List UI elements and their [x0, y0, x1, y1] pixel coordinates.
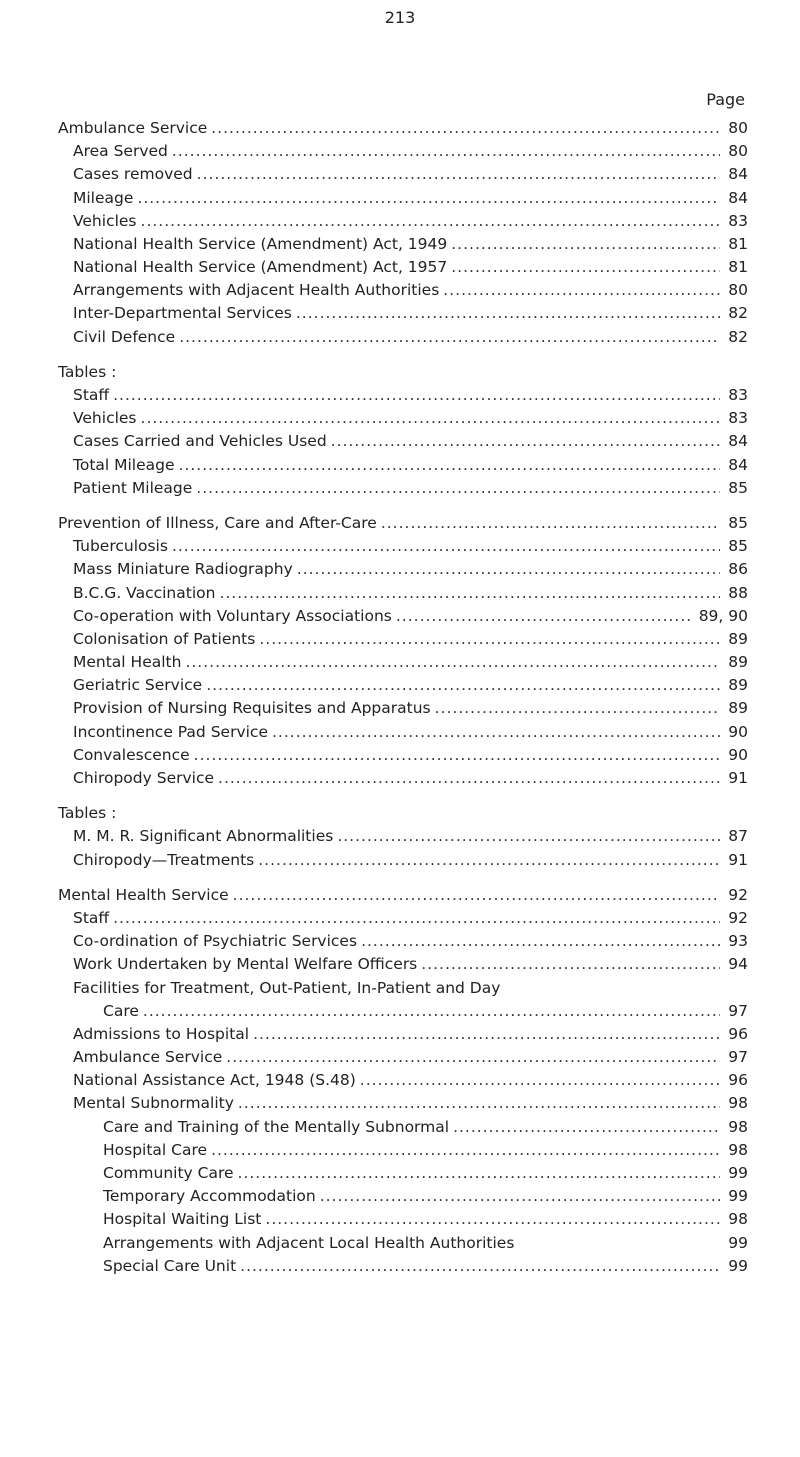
dot-leader	[211, 1139, 720, 1162]
dot-leader	[211, 117, 720, 140]
index-entry-page: 91	[728, 850, 748, 869]
index-entry-label: Prevention of Illness, Care and After-Care	[58, 513, 377, 532]
dot-leader	[361, 930, 720, 953]
index-entry	[58, 1139, 748, 1162]
index-entry-page: 87	[728, 827, 748, 846]
index-entry-page: 94	[728, 955, 748, 974]
index-entry-label: Ambulance Service	[73, 1048, 223, 1067]
index-entry-page: 89	[728, 676, 748, 695]
dot-leader	[185, 651, 720, 674]
dot-leader	[172, 535, 720, 558]
index-entry-page: 99	[728, 1187, 748, 1206]
index-entry-page: 89	[728, 699, 748, 718]
index-entry	[58, 1162, 748, 1185]
index-entry-label: Community Care	[103, 1164, 234, 1183]
dot-leader	[360, 1069, 720, 1092]
index-entry-page: 86	[728, 560, 748, 579]
index-entry	[58, 1046, 748, 1069]
dot-leader	[240, 1255, 720, 1278]
index-entry	[58, 1000, 748, 1023]
dot-leader	[179, 454, 720, 477]
dot-leader	[141, 210, 720, 233]
index-entry	[58, 303, 748, 326]
index-entry	[58, 1232, 748, 1255]
index-entry	[58, 326, 748, 349]
index-entry-page: 99	[728, 1256, 748, 1275]
dot-leader	[137, 187, 720, 210]
index-entry-label: Mental Health	[73, 653, 182, 672]
index-entry-page: 82	[728, 327, 748, 346]
index-entry-label: National Health Service (Amendment) Act, 1949	[73, 234, 448, 253]
index-entry	[58, 233, 748, 256]
index-entry	[58, 907, 748, 930]
dot-leader	[451, 256, 720, 279]
index-entry	[58, 477, 748, 500]
dot-leader	[258, 849, 720, 872]
index-entry-label: Mass Miniature Radiography	[73, 560, 293, 579]
dot-leader	[337, 825, 720, 848]
index-entry-label: Total Mileage	[73, 455, 175, 474]
index-entry	[58, 674, 748, 697]
index-entry	[58, 767, 748, 790]
index-entry	[58, 1255, 748, 1278]
index-entry	[58, 1185, 748, 1208]
dot-leader	[233, 884, 720, 907]
dot-leader	[113, 907, 720, 930]
index-entry-label: Staff	[73, 386, 110, 405]
index-entry-page: 80	[728, 142, 748, 161]
index-entry-page: 83	[728, 386, 748, 405]
index-entry-label: Care and Training of the Mentally Subnormal	[103, 1117, 450, 1136]
page-number: 213	[384, 8, 416, 27]
dot-leader	[113, 384, 720, 407]
index-entry	[58, 535, 748, 558]
index-entry-label: B.C.G. Vaccination	[73, 583, 216, 602]
index-entry	[58, 884, 748, 907]
dot-leader	[196, 477, 720, 500]
dot-leader	[179, 326, 720, 349]
index-entry-page: 98	[728, 1140, 748, 1159]
index-entry	[58, 117, 748, 140]
index-entry-label: Mileage	[73, 188, 134, 207]
index-entry	[58, 361, 748, 384]
index-entry-label: Admissions to Hospital	[73, 1024, 250, 1043]
dot-leader	[172, 140, 720, 163]
index-entry-page: 84	[728, 432, 748, 451]
index-entry-label: Arrangements with Adjacent Health Authorities	[73, 281, 440, 300]
index-entry-label: Tables :	[58, 362, 117, 381]
index-entry-label: Mental Health Service	[58, 885, 229, 904]
index-entry-page: 84	[728, 455, 748, 474]
index-entry	[58, 651, 748, 674]
index-entry	[58, 187, 748, 210]
index-entry-label: Area Served	[73, 142, 168, 161]
index-entry-page: 80	[728, 281, 748, 300]
index-entry-label: National Health Service (Amendment) Act, 1957	[73, 258, 448, 277]
dot-leader	[297, 558, 720, 581]
index-entry-label: M. M. R. Significant Abnormalities	[73, 827, 334, 846]
index-entry-label: Cases removed	[73, 165, 193, 184]
dot-leader	[421, 953, 720, 976]
index-entry-label: Facilities for Treatment, Out-Patient, In-Patient and Day	[73, 978, 501, 997]
dot-leader	[226, 1046, 720, 1069]
index-entry-label: National Assistance Act, 1948 (S.48)	[73, 1071, 356, 1090]
dot-leader	[197, 163, 720, 186]
index-entry-label: Arrangements with Adjacent Local Health Authorities	[103, 1233, 515, 1252]
index-entry	[58, 454, 748, 477]
index-entry	[58, 698, 748, 721]
index-entry-label: Patient Mileage	[73, 478, 193, 497]
index-entry	[58, 1093, 748, 1116]
index-entry-page: 99	[728, 1233, 748, 1252]
dot-leader	[218, 767, 720, 790]
index-entry-page: 89, 90	[698, 606, 748, 625]
index-entry	[58, 744, 748, 767]
dot-leader	[331, 430, 720, 453]
index-entry	[58, 384, 748, 407]
index-entry-page: 91	[728, 769, 748, 788]
index-entry-page: 81	[728, 234, 748, 253]
index-entry	[58, 512, 748, 535]
dot-leader	[141, 407, 720, 430]
index-entry-label: Colonisation of Patients	[73, 629, 256, 648]
index-entry-label: Co-ordination of Psychiatric Services	[73, 932, 358, 951]
index-entry-label: Vehicles	[73, 409, 137, 428]
index-entry-page: 83	[728, 211, 748, 230]
index-entry-page: 84	[728, 188, 748, 207]
index-entry-label: Tuberculosis	[73, 537, 168, 556]
index-entry-page: 98	[728, 1094, 748, 1113]
index-entry	[58, 140, 748, 163]
index-entry-label: Co-operation with Voluntary Associations	[73, 606, 392, 625]
dot-leader	[206, 674, 720, 697]
index-entry-label: Mental Subnormality	[73, 1094, 234, 1113]
index-entry-label: Provision of Nursing Requisites and Apparatus	[73, 699, 431, 718]
index-entry-page: 80	[728, 118, 748, 137]
index-entry	[58, 953, 748, 976]
index-entry-label: Convalescence	[73, 745, 190, 764]
dot-leader	[296, 302, 720, 325]
dot-leader	[320, 1185, 720, 1208]
index-entry	[58, 628, 748, 651]
index-entry-label: Hospital Care	[103, 1140, 208, 1159]
page-column-header: Page	[706, 90, 745, 109]
index-entry-page: 98	[728, 1117, 748, 1136]
index-entry-page: 90	[728, 722, 748, 741]
index-entry-page: 93	[728, 932, 748, 951]
index-entry-page: 96	[728, 1024, 748, 1043]
dot-leader	[381, 512, 720, 535]
index-entry-page: 88	[728, 583, 748, 602]
index-entry-label: Work Undertaken by Mental Welfare Officers	[73, 955, 418, 974]
index-entry-label: Hospital Waiting List	[103, 1210, 262, 1229]
index-entry-page: 97	[728, 1001, 748, 1020]
index-entry-page: 89	[728, 629, 748, 648]
index-entry-label: Geriatric Service	[73, 676, 203, 695]
index-entry	[58, 256, 748, 279]
index-entry-label: Vehicles	[73, 211, 137, 230]
index-entry-page: 85	[728, 513, 748, 532]
index-entry-label: Chiropody—Treatments	[73, 850, 255, 869]
index-entry	[58, 1069, 748, 1092]
index-entry	[58, 407, 748, 430]
index-entry-label: Temporary Accommodation	[103, 1187, 316, 1206]
dot-leader	[435, 697, 720, 720]
index-entry	[58, 210, 748, 233]
index-entry-label: Care	[103, 1001, 139, 1020]
dot-leader	[451, 233, 720, 256]
dot-leader	[453, 1116, 720, 1139]
index-entry-label: Tables :	[58, 804, 117, 823]
dot-leader	[443, 279, 720, 302]
index-entry-page: 83	[728, 409, 748, 428]
index-entry-page: 92	[728, 908, 748, 927]
index-entry	[58, 977, 748, 1000]
index-entry	[58, 1023, 748, 1046]
dot-leader	[238, 1162, 720, 1185]
index-entry-page: 98	[728, 1210, 748, 1229]
index-entry	[58, 605, 748, 628]
index-entry-page: 84	[728, 165, 748, 184]
index-entry	[58, 802, 748, 825]
index-entry	[58, 1116, 748, 1139]
index-entry	[58, 163, 748, 186]
index-entry	[58, 279, 748, 302]
dot-leader	[265, 1208, 720, 1231]
dot-leader	[143, 1000, 720, 1023]
index-entry	[58, 930, 748, 953]
index-entry-page: 99	[728, 1164, 748, 1183]
index-entry-page: 81	[728, 258, 748, 277]
index-entry-page: 90	[728, 745, 748, 764]
dot-leader	[259, 628, 720, 651]
index-entry-page: 97	[728, 1048, 748, 1067]
index-entry-label: Civil Defence	[73, 327, 176, 346]
dot-leader	[219, 582, 720, 605]
index-entry-label: Inter-Departmental Services	[73, 304, 292, 323]
dot-leader	[272, 721, 720, 744]
index-entry	[58, 721, 748, 744]
index-entry	[58, 1208, 748, 1231]
dot-leader	[194, 744, 720, 767]
index-entry-label: Cases Carried and Vehicles Used	[73, 432, 327, 451]
index-entry-label: Staff	[73, 908, 110, 927]
index-entry-page: 96	[728, 1071, 748, 1090]
index-entry-page: 85	[728, 537, 748, 556]
table-of-contents	[58, 117, 748, 1278]
index-entry-label: Special Care Unit	[103, 1256, 237, 1275]
index-entry-label: Chiropody Service	[73, 769, 215, 788]
index-entry-label: Ambulance Service	[58, 118, 208, 137]
index-entry-page: 85	[728, 478, 748, 497]
index-entry-page: 82	[728, 304, 748, 323]
index-entry-page: 89	[728, 653, 748, 672]
dot-leader	[396, 605, 691, 628]
index-entry	[58, 558, 748, 581]
index-entry-label: Incontinence Pad Service	[73, 722, 268, 741]
index-entry	[58, 430, 748, 453]
index-entry-page: 92	[728, 885, 748, 904]
dot-leader	[253, 1023, 720, 1046]
index-entry	[58, 582, 748, 605]
index-entry	[58, 825, 748, 848]
index-entry	[58, 849, 748, 872]
dot-leader	[238, 1092, 720, 1115]
